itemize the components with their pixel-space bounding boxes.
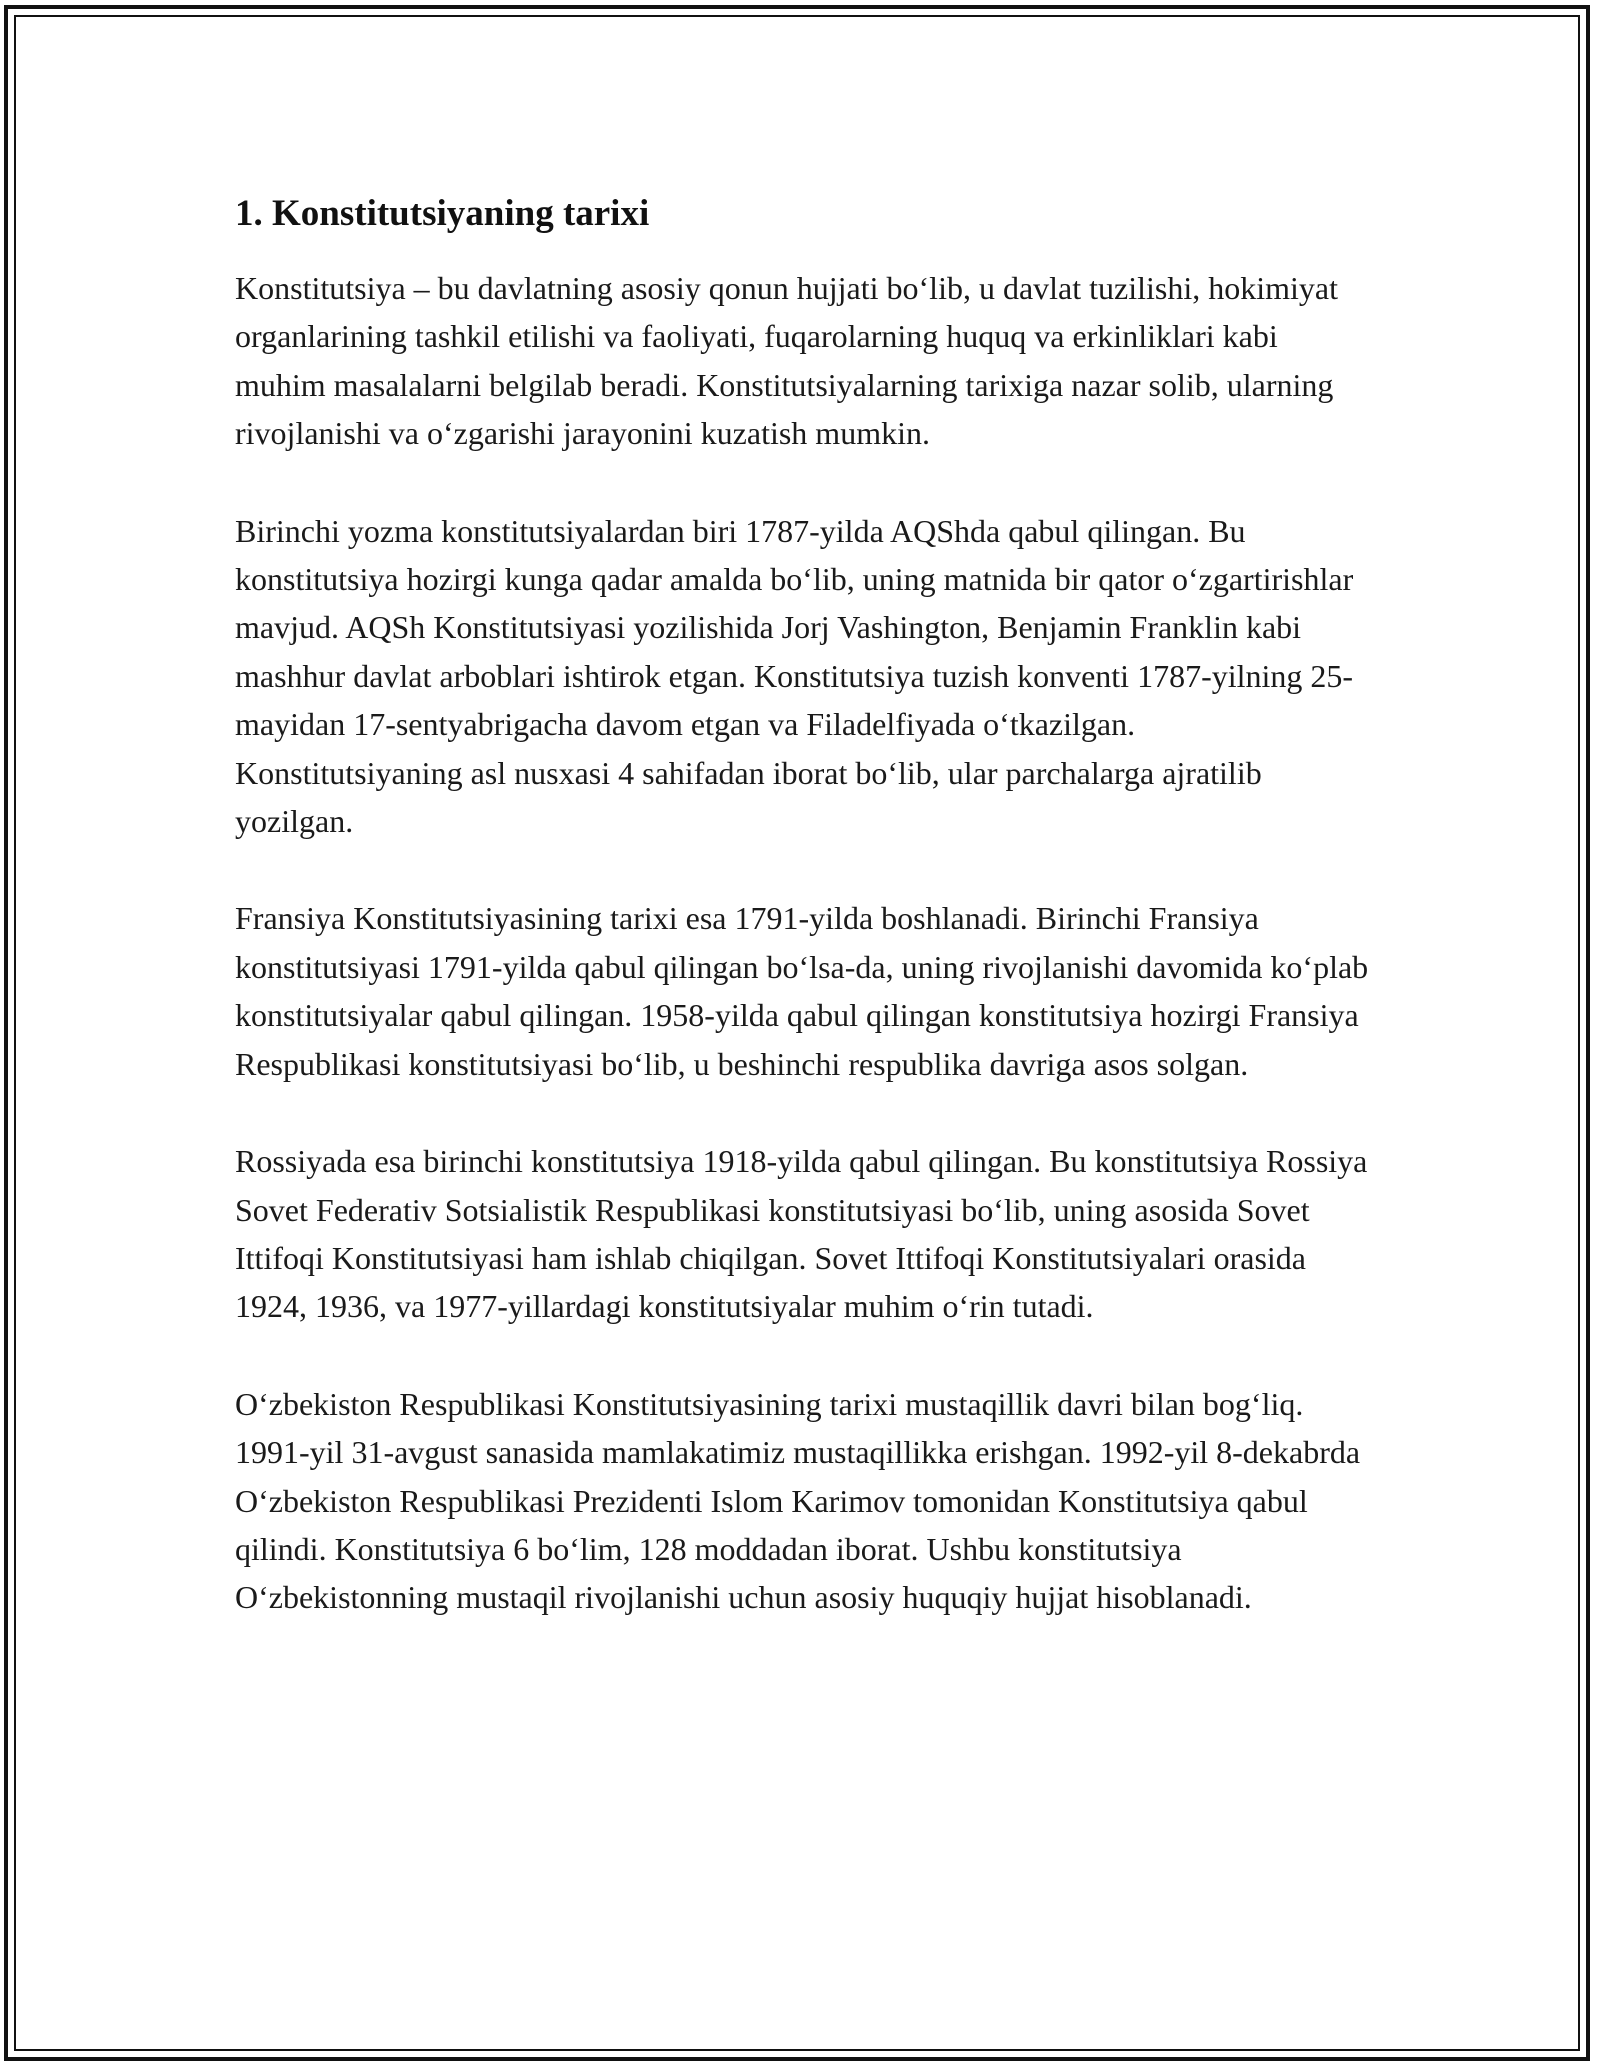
paragraph-uzbekistan: O‘zbekiston Respublikasi Konstitutsiyasining tarixi mustaqillik davri bilan bog‘liq. 1991-yil 31-avgust sanasida mamlakatimiz mustaqillikka erishgan. 1992-yil 8-dekabrda O‘zbekiston Respublikasi Prezidenti Islom Karimov tomonidan Konstitutsiya qabul qilindi. Konstitutsiya 6 bo‘lim, 128 moddadan iborat. Ushbu konstitutsiya O‘zbekistonning mustaqil rivojlanishi uchun asosiy huquqiy hujjat hisoblanadi. bbox=[235, 1385, 1361, 1616]
paragraph-russia: Rossiyada esa birinchi konstitutsiya 1918-yilda qabul qilingan. Bu konstitutsiya Rossiya Sovet Federativ Sotsialistik Respublikasi konstitutsiyasi bo‘lib, uning asosida Sovet Ittifoqi Konstitutsiyasi ham ishlab chiqilgan. Sovet Ittifoqi Konstitutsiyalari orasida 1924, 1936, va 1977-yillardagi konstitutsiyalar muhim o‘rin tutadi. bbox=[235, 1143, 1368, 1325]
document-body bbox=[235, 190, 1370, 1671]
paragraph-usa: Birinchi yozma konstitutsiyalardan biri 1787-yilda AQShda qabul qilingan. Bu konstitutsiya hozirgi kunga qadar amalda bo‘lib, uning matnida bir qator o‘zgartirishlar mavjud. AQSh Konstitutsiyasi yozilishida Jorj Vashington, Benjamin Franklin kabi mashhur davlat arboblari ishtirok etgan. Konstitutsiya tuzish konventi 1787-yilning 25-mayidan 17-sentyabrigacha davom etgan va Filadelfiyada o‘tkazilgan. Konstitutsiyaning asl nusxasi 4 sahifadan iborat bo‘lib, ular parchalarga ajratilib yozilgan. bbox=[235, 512, 1354, 840]
paragraph-france: Fransiya Konstitutsiyasining tarixi esa 1791-yilda boshlanadi. Birinchi Fransiya konstitutsiyasi 1791-yilda qabul qilingan bo‘lsa-da, uning rivojlanishi davomida ko‘plab konstitutsiyalar qabul qilingan. 1958-yilda qabul qilingan konstitutsiya hozirgi Fransiya Respublikasi konstitutsiyasi bo‘lib, u beshinchi respublika davriga asos solgan. bbox=[235, 900, 1369, 1082]
section-title: 1. Konstitutsiyaning tarixi bbox=[235, 193, 650, 234]
paragraph-intro: Konstitutsiya – bu davlatning asosiy qonun hujjati bo‘lib, u davlat tuzilishi, hokimiyat organlarining tashkil etilishi va faoliyati, fuqarolarning huquq va erkinliklari kabi muhim masalalarni belgilab beradi. Konstitutsiyalarning tarixiga nazar solib, ularning rivojlanishi va o‘zgarishi jarayonini kuzatish mumkin. bbox=[235, 270, 1339, 452]
